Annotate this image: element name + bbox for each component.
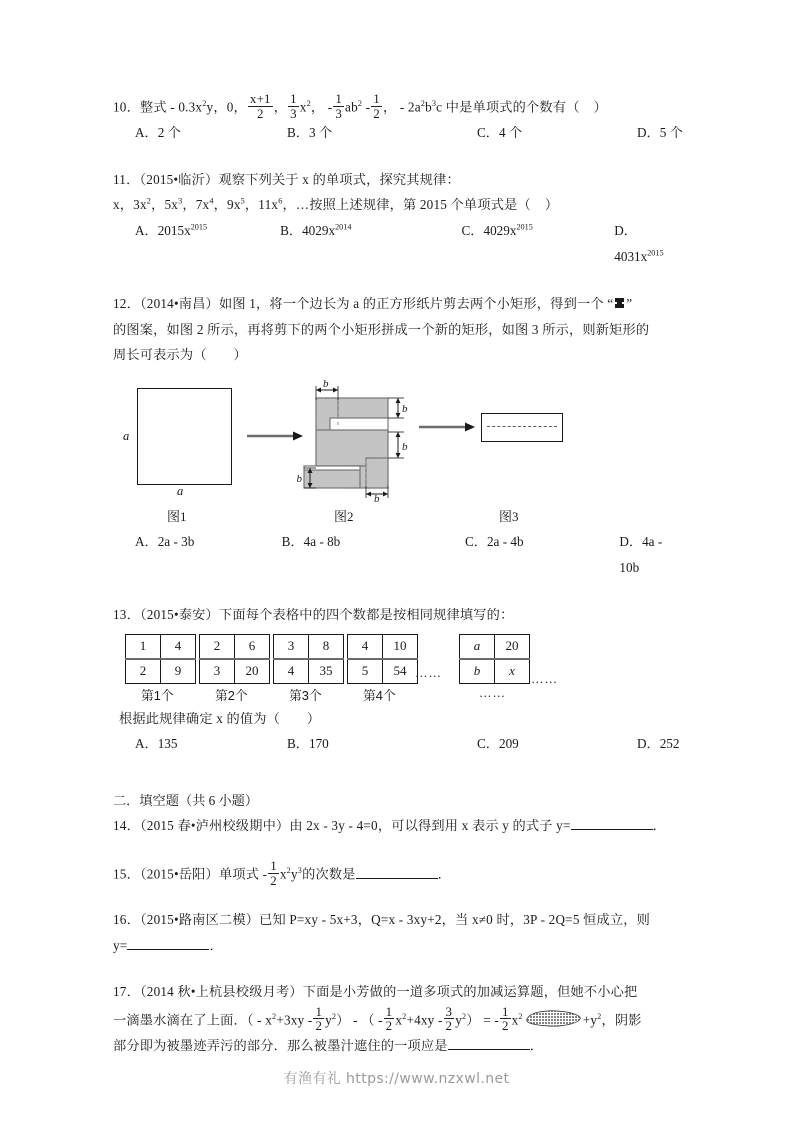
table-3-caption: 第3个 [289,687,322,703]
question-15-frac-num: 1 [270,858,277,874]
question-15-mono-base2: y [290,866,298,882]
question-15-frac-den: 2 [270,872,277,888]
option-11-d-exp: 2015 [647,249,664,259]
figure2-caption: 图2 [334,509,354,525]
table-1-cell-1: 4 [161,634,196,659]
svg-text:b: b [402,403,408,416]
option-11-c-exp: 2015 [516,222,533,232]
question-16-line-2 [113,933,683,959]
figure3-caption: 图3 [499,509,519,525]
q17-exp6: 2 [597,1011,602,1021]
table-n [459,634,530,684]
table-3-cell-2: 4 [274,659,309,684]
table-1-cell-0: 1 [126,634,161,659]
figure1-square [137,388,232,485]
arrow-right-icon-2 [419,422,475,432]
figure1-label-a-bottom: a [177,484,184,499]
table-3-cell-1: 8 [309,634,344,659]
svg-text:b: b [374,493,380,506]
q17-exp3: 2 [402,1011,407,1021]
question-11-line-1 [113,167,683,193]
section-2-heading: 二．填空题（共 6 小题） [113,792,259,808]
question-14 [113,813,683,839]
q17-exp2: 2 [331,1011,337,1021]
option-11-a-exp: 2015 [190,222,208,232]
table-4-cell-3: 54 [383,659,418,684]
question-16-y-label: y= [113,938,128,954]
question-17-line-1 [113,979,683,1005]
option-11-b-text: B．4029x [280,223,336,239]
question-10 [113,92,683,147]
table-3 [273,634,344,684]
question-15-source: （2015•岳阳） [139,866,219,882]
table-1 [125,634,196,684]
table-2-caption: 第2个 [215,687,248,703]
q17-fraction-1 [313,1005,324,1033]
question-12-line-1 [113,291,683,317]
svg-text:b: b [323,378,329,391]
option-11-d[interactable] [614,218,683,271]
table-1-cell-3: 9 [161,659,196,684]
question-14-number: 14． [113,818,140,834]
question-13 [113,602,683,758]
question-16-blank[interactable] [127,949,209,950]
svg-text:b: b [296,473,302,486]
question-15-mono-base: x [279,866,287,882]
table-n-caption: …… [479,685,506,700]
question-12-line-3: 周长可表示为（ ） [113,347,247,363]
table-4-cell-0: 4 [348,634,383,659]
figure3-rectangle [481,413,563,442]
q17-p9: x [511,1011,519,1027]
q17-f1-den: 2 [315,1018,323,1034]
option-12-c[interactable]: C．2a - 4b [464,534,524,550]
table-n-cell-0: a [460,634,495,659]
table-2-cell-3: 20 [235,659,270,684]
option-12-a[interactable]: A．2a - 3b [135,534,195,550]
table-n-cell-3: x [495,659,530,684]
option-13-a[interactable]: A．135 [135,736,178,752]
q17-p8: ） = - [466,1011,499,1027]
question-15-mono-exp2: 3 [297,866,303,876]
fraction-1-over-3-b: $\frac{1}{3}$ [335,91,343,121]
question-12 [113,291,683,582]
question-16-line-1 [113,907,683,933]
q17-line3-text: 部分即为被墨迹弄污的部分．那么被墨汁遮住的一项应是 [113,1037,448,1053]
question-14-text: 由 2x - 3y - 4=0，可以得到用 x 表示 y 的式子 y= [289,818,571,834]
table-n-cell-2: b [460,659,495,684]
table-n-cell-1: 20 [495,634,530,659]
table-1-caption: 第1个 [141,687,174,703]
option-10-b[interactable]: B．3 个 [287,125,333,141]
question-11-source: （2015•临沂） [139,171,219,187]
q17-f4-den: 2 [501,1018,509,1034]
question-13-text: 下面每个表格中的四个数都是按相同规律填写的： [218,606,514,622]
question-10-number: 10． [113,99,140,115]
table-2-cell-0: 2 [200,634,235,659]
question-16-text: 已知 P=xy - 5x+3，Q=x - 3xy+2，当 x≠0 时，3P - 2Q=5 恒成立，则 [259,912,651,928]
q17-fraction-2 [384,1005,395,1033]
fraction-x-plus-1-over-2: $\frac{x+1}{2}$ [249,91,271,121]
question-15-text-mid: 的次数是 [302,866,356,882]
question-16-number: 16． [113,912,140,928]
option-11-a-text: A．2015x [135,223,191,239]
question-13-options [113,731,683,757]
footer-watermark: 有渔有礼 https://www.nzxwl.net [283,1071,510,1087]
question-12-number: 12． [113,295,140,311]
option-10-d[interactable]: D．5 个 [637,125,683,141]
figure2-s-shape [296,378,416,506]
option-11-b-exp: 2014 [335,222,352,232]
table-3-cell-3: 35 [309,659,344,684]
table-1-cell-2: 2 [126,659,161,684]
table-4-caption: 第4个 [363,687,396,703]
question-15-text-before: 单项式 - [218,866,268,882]
option-11-b[interactable] [280,218,461,271]
option-10-c[interactable]: C．4 个 [477,125,523,141]
ink-blot-icon [524,1010,582,1027]
q17-f2-num: 1 [385,1003,393,1019]
q17-p3: y [325,1011,332,1027]
option-11-c-text: C．4029x [461,223,517,239]
question-17-number: 17． [113,983,140,999]
question-13-source: （2015•泰安） [139,606,219,622]
question-12-line-2: 的图案，如图 2 所示，再将剪下的两个小矩形拼成一个新的矩形，如图 3 所示，则新矩形的 [113,321,650,337]
question-13-line-2: 根据此规律确定 x 的值为（ ） [119,710,321,726]
option-13-b[interactable]: B．170 [287,736,329,752]
q17-f1-num: 1 [315,1003,323,1019]
q17-p6: +4xy - [406,1011,443,1027]
question-15-number: 15． [113,866,140,882]
question-13-tables [119,634,683,706]
table-3-cell-0: 3 [274,634,309,659]
table-4-cell-2: 5 [348,659,383,684]
question-15-blank[interactable] [356,878,438,879]
question-12-text-a: 如图 1，将一个边长为 a 的正方形纸片剪去两个小矩形，得到一个 “ [218,295,614,311]
question-17-blank[interactable] [448,1049,530,1050]
question-17-line-3 [113,1033,683,1059]
fraction-1-over-2: $\frac{1}{2}$ [373,91,380,121]
svg-text:b: b [402,441,408,454]
table-2 [199,634,270,684]
q17-exp5: 2 [518,1011,523,1021]
option-13-c[interactable]: C．209 [477,736,519,752]
question-12-options [113,529,683,582]
q17-p5: x [395,1011,403,1027]
q17-p1: 一滴墨水滴在了上面．（ - x [113,1011,273,1027]
option-12-d[interactable]: D．4a - 10b [619,534,663,576]
table-4-cell-1: 10 [383,634,418,659]
question-10-options [113,120,683,146]
option-13-d[interactable]: D．252 [637,736,680,752]
question-11-text: 观察下列关于 x 的单项式，探究其规律： [218,171,460,187]
q17-p2: +3xy - [276,1011,313,1027]
option-12-b[interactable]: B．4a - 8b [281,534,341,550]
question-11-number: 11． [113,171,140,187]
option-11-c[interactable] [462,218,615,271]
arrow-right-icon-1 [247,431,303,441]
question-12-text-b: ” [626,295,633,311]
q17-fraction-4 [500,1005,511,1033]
question-15 [113,859,683,887]
question-15-mono-exp1: 2 [286,866,291,876]
question-10-stem: 10．整式 - $0.3x^2y$，0， $\frac{x+1}{2}$ ， $\frac{1}{3}$ $x^2$， - $\frac{1}{3}$ $ab^2$ - $\frac{1}{2}$ ， - $2a^2b^3c$ 中是单项式的个数有（ ） [113,91,607,121]
question-16-source: （2015•路南区二模） [139,912,260,928]
question-11-line-2: x，$3x^2$，$5x^3$，$7x^4$，$9x^5$，$11x^6$，…按照上述规律，第 2015 个单项式是（ ） [113,196,559,213]
worksheet-content [113,92,683,1058]
q17-exp4: 2 [462,1011,467,1021]
q17-p11: ，阴影 [601,1011,642,1027]
question-17-source: （2014 秋•上杭县校级月考） [139,983,303,999]
question-14-source: （2015 春•泸州校级期中） [139,818,290,834]
q17-p10: +y [582,1011,598,1027]
q17-p4: ） - （ - [336,1011,383,1027]
question-16-period: ． [209,938,223,954]
ellipsis-end: …… [531,671,558,686]
option-11-d-text: D．4031x [614,223,648,265]
ellipsis-middle: …… [415,665,442,680]
figure1-label-a-left: a [123,429,130,444]
question-14-period: ． [652,818,666,834]
q17-f3-num: 3 [445,1003,453,1019]
q17-f2-den: 2 [385,1018,393,1034]
question-13-number: 13． [113,606,140,622]
table-2-cell-2: 3 [200,659,235,684]
question-12-figure [119,374,683,529]
question-15-fraction [268,859,279,887]
option-11-a[interactable] [135,218,280,271]
figure1-caption: 图1 [167,509,187,525]
q17-exp1: 2 [272,1011,277,1021]
question-13-line-1 [113,602,683,628]
question-11 [113,167,683,271]
table-2-cell-1: 6 [235,634,270,659]
question-15-period: ． [437,866,452,882]
q17-fraction-3 [444,1005,455,1033]
q17-f4-num: 1 [501,1003,509,1019]
q17-line3-period: ． [529,1037,544,1053]
question-17-line-2 [113,1005,683,1033]
fraction-1-over-3: $\frac{1}{3}$ [290,91,297,121]
question-17-text: 下面是小芳做的一道多项式的加减运算题，但她不小心把 [302,983,638,999]
q17-p7: y [455,1011,463,1027]
question-12-source: （2014•南昌） [139,295,219,311]
q17-f3-den: 2 [445,1018,453,1034]
question-11-options [113,218,683,271]
question-14-blank[interactable] [571,829,653,830]
option-10-a[interactable]: A．2 个 [135,125,181,141]
s-shape-glyph-icon [614,292,625,304]
table-4 [347,634,418,684]
